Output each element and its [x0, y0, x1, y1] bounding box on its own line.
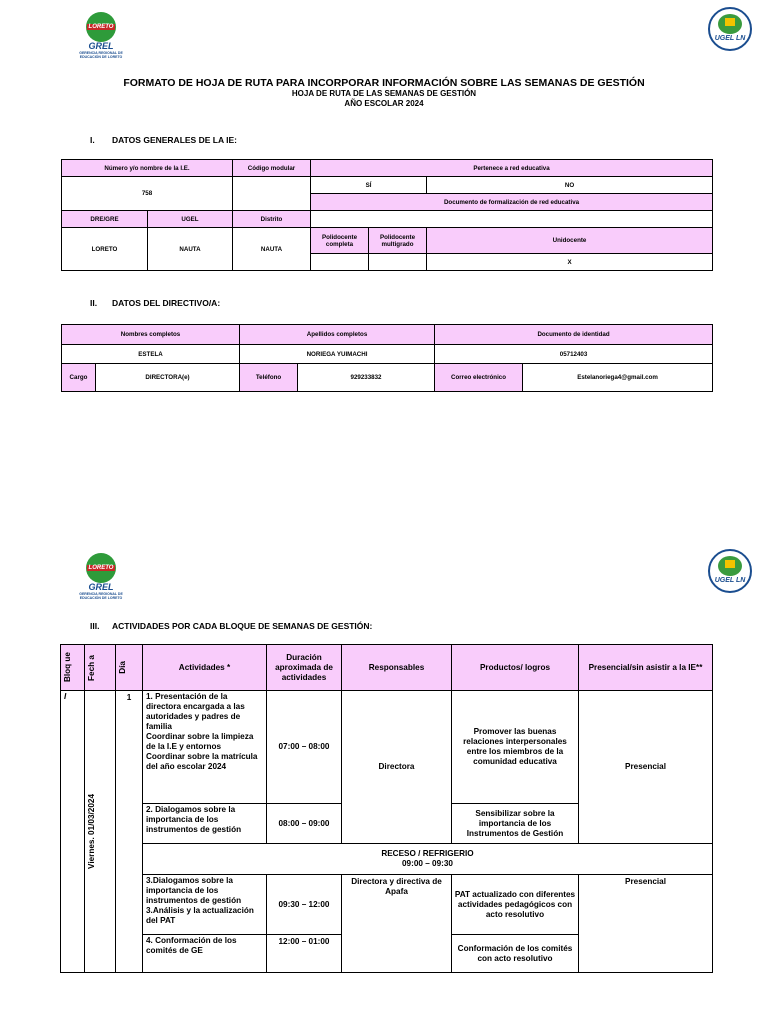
- activity-4: 4. Conformación de los comités de GE: [143, 935, 267, 973]
- polidocente-multigrado-value: [369, 254, 427, 271]
- product-4: Conformación de los comités con acto resolutivo: [452, 935, 579, 973]
- header-responsible: Responsables: [342, 645, 452, 691]
- ugel-logo: UGEL LN: [708, 7, 752, 51]
- grel-logo: LORETO GREL GERENCIA REGIONAL DE EDUCACIÓN DE LORETO: [79, 12, 123, 59]
- header-full-names: Nombres completos: [62, 325, 240, 345]
- header-district: Distrito: [233, 211, 311, 228]
- dre-value: LORETO: [62, 228, 148, 271]
- director-id-value: 05712403: [435, 345, 713, 364]
- network-document-value: [311, 211, 713, 228]
- activity-2: 2. Dialogamos sobre la importancia de los instrumentos de gestión: [143, 804, 267, 844]
- header-network: Pertenece a red educativa: [311, 160, 713, 177]
- network-yes: SÍ: [311, 177, 427, 194]
- activity-1: 1. Presentación de la directora encargada a las autoridades y padres de familia Coordinar sobre la limpieza de la I.E y entornos Coordinar sobre la matrícula del año escolar 2024: [143, 691, 267, 804]
- duration-1: 07:00 – 08:00: [267, 691, 342, 804]
- grel-logo-page2: LORETO GREL GERENCIA REGIONAL DE EDUCACIÓN DE LORETO: [79, 553, 123, 600]
- product-2: Sensibilizar sobre la importancia de los Instrumentos de Gestión: [452, 804, 579, 844]
- ie-name-value: 758: [62, 177, 233, 211]
- header-ugel: UGEL: [148, 211, 233, 228]
- presence-3: Presencial: [579, 875, 713, 973]
- label-email: Correo electrónico: [435, 364, 523, 392]
- header-polidocente-multigrado: Polidocente multigrado: [369, 228, 427, 254]
- label-cargo: Cargo: [62, 364, 96, 392]
- header-ie-name: Número y/o nombre de la I.E.: [62, 160, 233, 177]
- header-dre: DRE/GRE: [62, 211, 148, 228]
- ugel-logo-page2: UGEL LN: [708, 549, 752, 593]
- fecha-value: Viernes. 01/03/2024: [85, 691, 116, 973]
- label-phone: Teléfono: [240, 364, 298, 392]
- header-activities: Actividades *: [143, 645, 267, 691]
- product-3: PAT actualizado con diferentes actividades pedagógicos con acto resolutivo: [452, 875, 579, 935]
- presence-1: Presencial: [579, 691, 713, 844]
- activities-table: [60, 644, 713, 973]
- header-surnames: Apellidos completos: [240, 325, 435, 345]
- header-unidocente: Unidocente: [427, 228, 713, 254]
- header-network-document: Documento de formalización de red educativa: [311, 194, 713, 211]
- phone-value: 929233832: [298, 364, 435, 392]
- header-id-document: Documento de identidad: [435, 325, 713, 345]
- bloque-value: I: [61, 691, 85, 973]
- email-value: Estelanoriega4@gmail.com: [523, 364, 713, 392]
- unidocente-value: X: [427, 254, 713, 271]
- ie-general-data-table: [61, 159, 713, 271]
- director-surnames-value: NORIEGA YUIMACHI: [240, 345, 435, 364]
- section-2-heading: II. DATOS DEL DIRECTIVO/A:: [90, 298, 221, 308]
- document-title: FORMATO DE HOJA DE RUTA PARA INCORPORAR INFORMACIÓN SOBRE LAS SEMANAS DE GESTIÓN: [123, 77, 645, 89]
- director-names-value: ESTELA: [62, 345, 240, 364]
- director-data-table: [61, 324, 713, 392]
- header-dia: Día: [116, 645, 143, 691]
- responsible-3: Directora y directiva de Apafa: [342, 875, 452, 973]
- header-polidocente-completa: Polidocente completa: [311, 228, 369, 254]
- document-subtitle: HOJA DE RUTA DE LAS SEMANAS DE GESTIÓN: [291, 89, 477, 98]
- cargo-value: DIRECTORA(e): [96, 364, 240, 392]
- district-value: NAUTA: [233, 228, 311, 271]
- section-1-heading: I. DATOS GENERALES DE LA IE:: [90, 135, 237, 145]
- dia-value: 1: [116, 691, 143, 973]
- header-fecha: Fech a: [85, 645, 116, 691]
- header-products: Productos/ logros: [452, 645, 579, 691]
- activity-3: 3.Dialogamos sobre la importancia de los instrumentos de gestión 3.Análisis y la actualización del PAT: [143, 875, 267, 935]
- ugel-value: NAUTA: [148, 228, 233, 271]
- product-1: Promover las buenas relaciones interpersonales entre los miembros de la comunidad educativa: [452, 691, 579, 804]
- header-presence: Presencial/sin asistir a la IE**: [579, 645, 713, 691]
- header-modular-code: Código modular: [233, 160, 311, 177]
- header-duration: Duración aproximada de actividades: [267, 645, 342, 691]
- responsible-1: Directora: [342, 691, 452, 844]
- duration-2: 08:00 – 09:00: [267, 804, 342, 844]
- duration-4: 12:00 – 01:00: [267, 935, 342, 973]
- modular-code-value: [233, 177, 311, 211]
- school-year: AÑO ESCOLAR 2024: [344, 99, 424, 108]
- break-row: RECESO / REFRIGERIO 09:00 – 09:30: [143, 844, 713, 875]
- section-3-heading: III. ACTIVIDADES POR CADA BLOQUE DE SEMANAS DE GESTIÓN:: [90, 621, 373, 631]
- polidocente-completa-value: [311, 254, 369, 271]
- duration-3: 09:30 – 12:00: [267, 875, 342, 935]
- network-no: NO: [427, 177, 713, 194]
- header-bloque: Bloq ue: [61, 645, 85, 691]
